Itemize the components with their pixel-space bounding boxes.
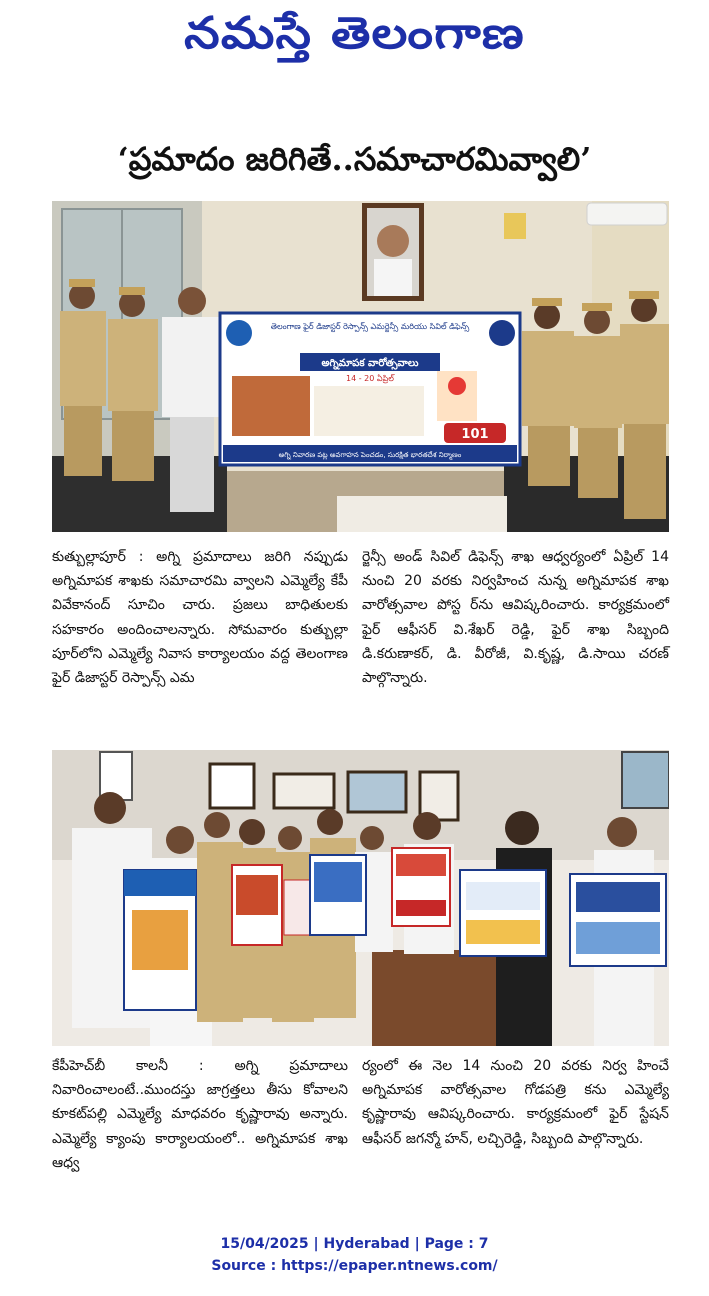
fire-week-poster (570, 874, 666, 966)
story-1-column-1: కుత్బుల్లాపూర్ : అగ్ని ప్రమాదాలు జరిగి నప్పుడు అగ్నిమాపక శాఖకు సమాచారమి వ్వాలని ఎమ్మెల్యే కేపీ వివేకానంద్ సూచిం చారు. ప్రజలు బాధితులకు సహకారం అందించాలన్నారు. సోమవారం కుత్బుల్లా పూర్‌లోని ఎమ్మెల్యే నివాస కార్యాలయం వద్ద తెలంగాణ ఫైర్ డిజాస్టర్ రెస్పాన్స్ ఎమ (52, 549, 348, 687)
photo-2-illustration (52, 750, 669, 1046)
story-1-column-2: ర్జెన్సీ అండ్ సివిల్ డిఫెన్స్ శాఖ ఆధ్వర్యంలో ఏప్రిల్ 14 నుంచి 20 వరకు నిర్వహించ నున్న అగ్నిమాపక శాఖ వారోత్సవాల పోస్ట ర్‌ను ఆవిష్కరించారు. కార్యక్రమంలో ఫైర్ ఆఫీసర్ వి.శేఖర్ రెడ్డి, ఫైర్ శాఖ సిబ్బంది డి.కరుణాకర్, డి. వీరోజీ, వి.కృష్ణ, డి.సాయి చరణ్ పాల్గొన్నారు. (362, 549, 669, 687)
fire-week-poster (460, 870, 546, 956)
fireman-mascot-icon (448, 377, 466, 395)
poster-emergency-number: 101 (461, 427, 489, 442)
fire-week-poster (310, 855, 366, 935)
telangana-emblem-icon (226, 320, 252, 346)
masthead-title: నమస్తే తెలంగాణ (184, 8, 525, 59)
fire-department-emblem-icon (489, 320, 515, 346)
fire-week-poster (232, 865, 282, 945)
dateline: 15/04/2025 | Hyderabad | Page : 7 (220, 1236, 489, 1252)
article-photo-1 (52, 201, 669, 532)
article-photo-2 (52, 750, 669, 1046)
officer-figure (620, 291, 669, 519)
poster-footer: అగ్ని నివారణ పట్ల అవగాహన పెంచడం, సురక్షిత భారతదేశ నిర్మాణం (278, 451, 462, 459)
fire-week-poster (392, 848, 450, 926)
poster-subtitle: అగ్నిమాపక వారోత్సవాలు (321, 358, 419, 369)
poster-title: తెలంగాణ ఫైర్ డిజాస్టర్ రెస్పాన్స్ ఎమర్జెన్సీ మరియు సివిల్ డిఫెన్స్ (270, 322, 470, 331)
fire-week-poster (124, 870, 196, 1010)
story-2-column-2: ర్యంలో ఈ నెల 14 నుంచి 20 వరకు నిర్వ హించే అగ్నిమాపక వారోత్సవాల గోడపత్రి కను ఎమ్మెల్యే కృష్ణారావు ఆవిష్కరించారు. కార్యక్రమంలో ఫైర్ స్టేషన్ ఆఫీసర్ జగన్మో హన్, లచ్చిరెడ్డి, సిబ్బంది పాల్గొన్నారు. (362, 1058, 669, 1147)
story-2-column-1: కేపీహెచ్‌బీ కాలనీ : అగ్ని ప్రమాదాలు నివారించాలంటే..ముందస్తు జాగ్రత్తలు తీసు కోవాలని కూకట్‌పల్లి ఎమ్మెల్యే మాధవరం కృష్ణారావు అన్నారు. ఎమ్మెల్యే క్యాంపు కార్యాలయంలో.. అగ్నిమాపక శాఖ ఆధ్వ (52, 1058, 348, 1171)
masthead (0, 0, 709, 80)
mla-figure (162, 287, 220, 512)
source-link[interactable]: Source : https://epaper.ntnews.com/ (211, 1258, 498, 1274)
article-headline: ‘ప్రమాదం జరిగితే..సమాచారమివ్వాలి’ (117, 140, 592, 178)
poster-dates: 14 - 20 ఏప్రిల్ (346, 374, 394, 383)
photo-1-illustration (52, 201, 669, 532)
fire-week-poster (220, 313, 520, 465)
